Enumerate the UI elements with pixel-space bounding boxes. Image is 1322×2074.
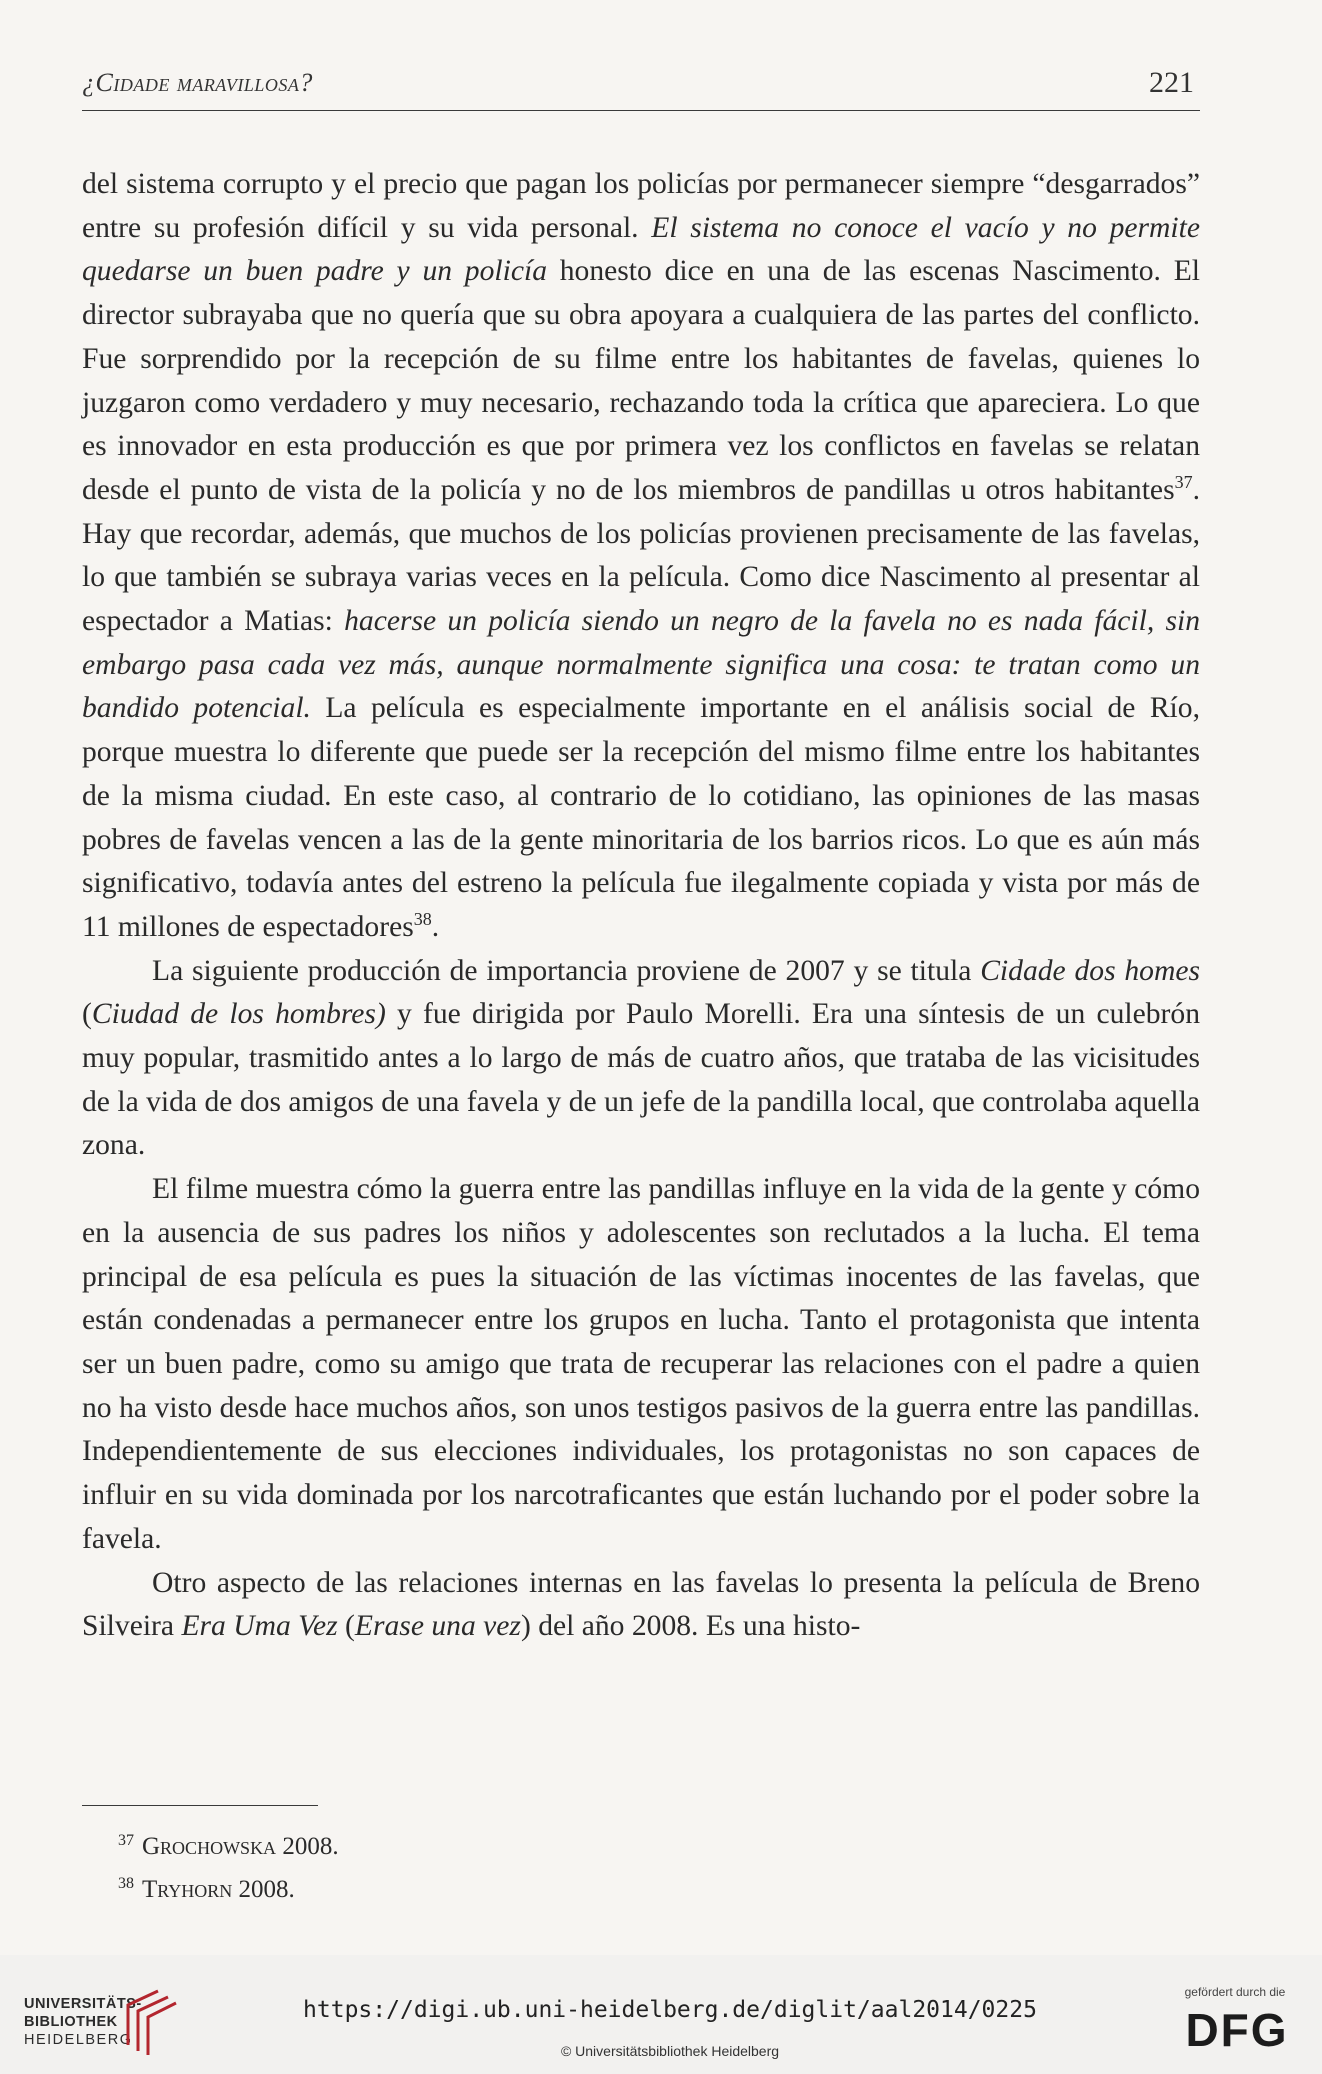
footnote-ref-38[interactable]: 38 — [413, 908, 432, 929]
body-text — [82, 163, 1200, 1649]
paragraph-1: del sistema corrupto y el precio que pagan los policías por permanecer siempre “desgarrados” entre su profesión difícil y su vida personal. El sistema no conoce el vacío y no permite quedarse un buen padre y un policía honesto dice en una de las escenas Nascimento. El director subrayaba que no quería que su obra apoyara a cualquiera de las partes del conflicto. Fue sorprendido por la recepción de su filme entre los habitantes de favelas, quienes lo juzgaron como verdadero y muy necesario, rechazando toda la crítica que apareciera. Lo que es innovador en esta producción es que por primera vez los conflictos en favelas se relatan desde el punto de vista de la policía y no de los miembros de pandillas u otros habitantes$^{37}$. Hay que recordar, además, que muchos de los policías provienen precisamente de las favelas, lo que también se subraya varias veces en la película. Como dice Nascimento al presentar al espectador a Matias: hacerse un policía siendo un negro de la favela no es nada fácil, sin embargo pasa cada vez más, aunque normalmente significa una cosa: te tratan como un bandido potencial. La película es especialmente importante en el análisis social de Río, porque muestra lo diferente que puede ser la recepción del mismo filme entre los habitantes de la misma ciudad. En este caso, al contrario de lo cotidiano, las opiniones de las masas pobres de favelas vencen a las de la gente minoritaria de los barrios ricos. Lo que es aún más significativo, todavía antes del estreno la película fue ilegalmente copiada y vista por más de 11 millones de espectadores$^{38}$. — [82, 168, 1201, 943]
footnote-rule — [82, 1805, 318, 1806]
running-title: ¿Cidade maravillosa? — [82, 68, 313, 97]
dfg-logo[interactable]: DFG — [1185, 2004, 1289, 2056]
footnotes — [118, 1822, 1118, 1908]
library-logo[interactable]: UNIVERSITÄTS- BIBLIOTHEK HEIDELBERG — [24, 1996, 142, 2048]
paragraph-3: El filme muestra cómo la guerra entre las pandillas influye en la vida de la gente y cómo en la ausencia de sus padres los niños y adolescentes son reclutados a la lucha. El tema principal de esa película es pues la situación de las víctimas inocentes de las favelas, que están condenadas a permanecer entre los grupos en lucha. Tanto el protagonista que intenta ser un buen padre, como su amigo que trata de recuperar las relaciones con el padre a quien no ha visto desde hace muchos años, son unos testigos pasivos de la guerra entre las pandillas. Independientemente de sus elecciones individuales, los protagonistas no son capaces de influir en su vida dominada por los narcotraficantes que están luchando por el poder sobre la favela. — [82, 1173, 1200, 1555]
page-header — [82, 62, 1200, 111]
library-emblem-icon — [118, 1985, 180, 2055]
footnote-ref-37[interactable]: 37 — [1174, 471, 1193, 492]
copyright-notice: © Universitätsbibliothek Heidelberg — [560, 2043, 780, 2059]
digitization-footer — [0, 1955, 1322, 2074]
funding-caption: gefördert durch die — [1184, 1985, 1286, 1999]
page-number: 221 — [1149, 66, 1194, 99]
permalink-url[interactable]: https://digi.ub.uni-heidelberg.de/diglit/aal2014/0225 — [303, 1997, 1037, 2023]
footnote: $^{37}$ Grochowska 2008. — [118, 1832, 339, 1860]
paragraph-2: La siguiente producción de importancia proviene de 2007 y se titula Cidade dos homes (Ciudad de los hombres) y fue dirigida por Paulo Morelli. Era una síntesis de un culebrón muy popular, trasmitido antes a lo largo de más de cuatro años, que trataba de las vicisitudes de la vida de dos amigos de una favela y de un jefe de la pandilla local, que controlaba aquella zona. — [82, 954, 1201, 1162]
footnote: $^{38}$ Tryhorn 2008. — [118, 1875, 295, 1903]
paragraph-4: Otro aspecto de las relaciones internas en las favelas lo presenta la película de Breno Silveira Era Uma Vez (Erase una vez) del año 2008. Es una histo- — [82, 1566, 1200, 1643]
